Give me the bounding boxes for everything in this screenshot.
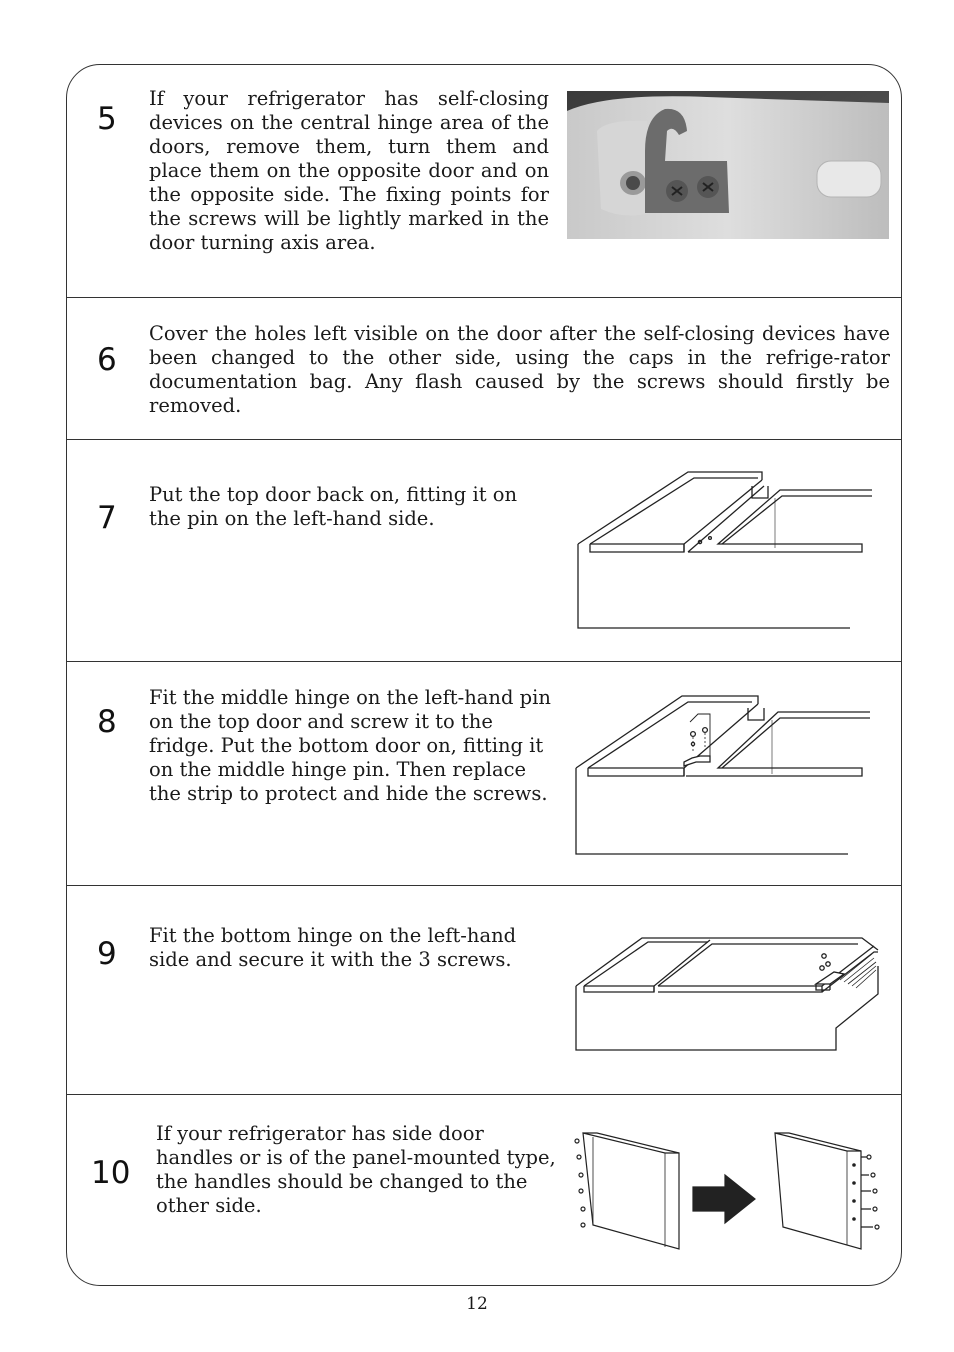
step-text: Put the top door back on, fitting it on the pin on the left-hand side. <box>149 483 518 530</box>
instructions-frame <box>66 64 902 1286</box>
step-7 <box>67 440 901 661</box>
self-closing-device-photo <box>567 91 889 239</box>
step-text: If your refrigerator has side door handles or is of the panel-mounted type, the handles should be changed to the other side. <box>156 1122 556 1217</box>
door-handle-change-diagram <box>571 1125 895 1257</box>
step-9 <box>67 886 901 1094</box>
step-number: 9 <box>97 936 117 972</box>
step-text: Cover the holes left visible on the door after the self-closing devices have been changed to the other side, using the caps in the refrige-rator documentation bag. Any flash caused by the screws should firstly be removed. <box>149 322 890 417</box>
step-6 <box>67 298 901 439</box>
step-number: 10 <box>91 1155 131 1191</box>
middle-hinge-diagram <box>572 692 882 862</box>
step-text: If your refrigerator has self-closing devices on the central hinge area of the doors, remove them, turn them and place them on the opposite door and on the opposite side. The fixing points for the screws will be lightly marked in the door turning axis area. <box>149 87 549 254</box>
page-number: 12 <box>466 1294 488 1314</box>
step-8 <box>67 662 901 885</box>
bottom-hinge-diagram <box>572 928 882 1058</box>
step-5 <box>67 65 901 297</box>
step-number: 5 <box>97 101 117 137</box>
step-number: 7 <box>97 500 117 536</box>
step-text: Fit the bottom hinge on the left-hand side and secure it with the 3 screws. <box>149 924 517 971</box>
step-10 <box>67 1095 901 1286</box>
top-door-diagram <box>572 468 882 636</box>
step-text: Fit the middle hinge on the left-hand pin on the top door and screw it to the fridge. Put the bottom door on, fitting it on the middle hinge pin. Then replace the strip to protect and hide the screws. <box>149 686 551 805</box>
step-number: 6 <box>97 342 117 378</box>
step-number: 8 <box>97 704 117 740</box>
